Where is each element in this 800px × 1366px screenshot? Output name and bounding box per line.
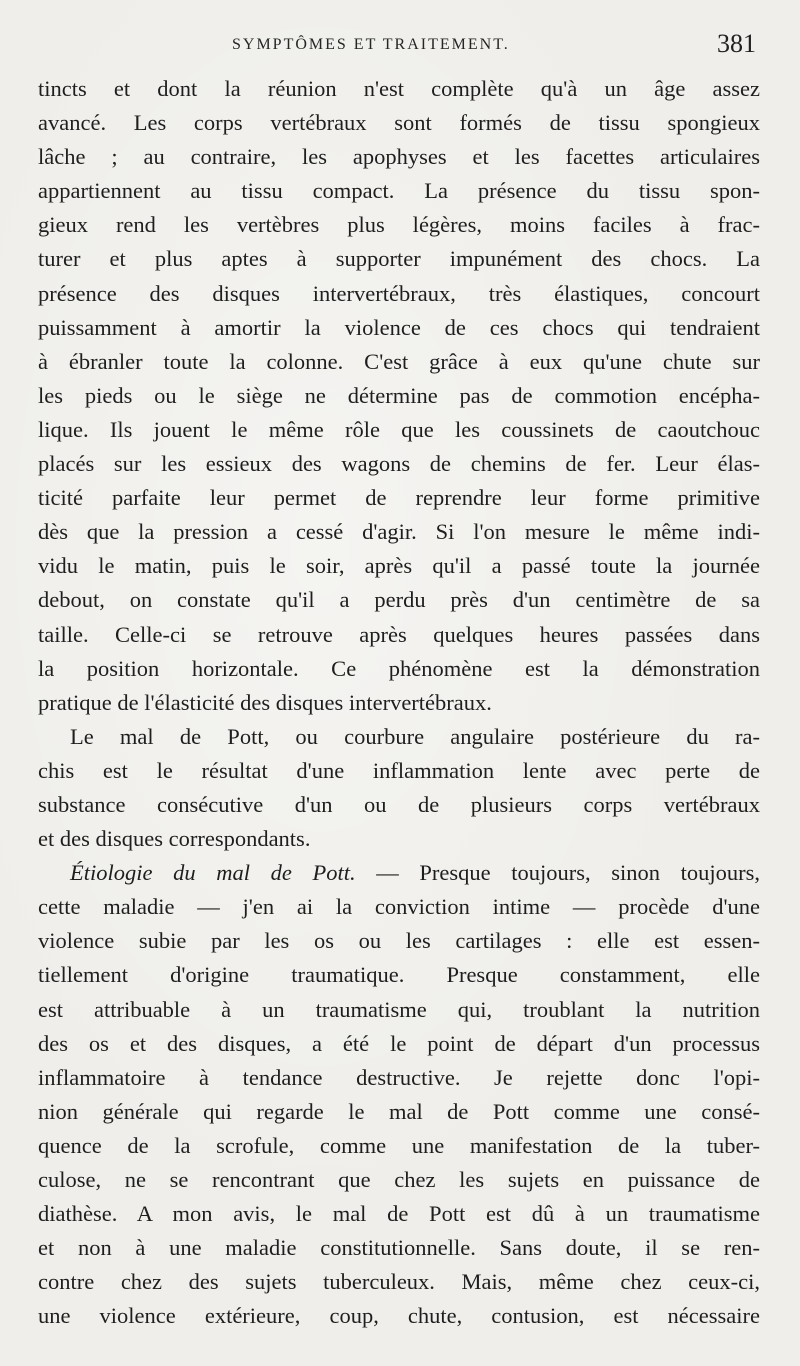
text-line: cette maladie — j'en ai la conviction intime — procède d'une — [38, 894, 760, 920]
text-line: gieux rend les vertèbres plus légères, moins faciles à frac- — [38, 212, 760, 238]
text-line: tincts et dont la réunion n'est complète qu'à un âge assez — [38, 76, 760, 101]
section-lead: Étiologie du mal de Pott. — [70, 860, 356, 886]
text-line: et non à une maladie constitutionnelle. Sans doute, il se ren- — [38, 1235, 760, 1261]
page-number: 381 — [717, 29, 756, 58]
text-fragment: — Presque toujours, sinon toujours, — [355, 860, 760, 886]
text-line: ticité parfaite leur permet de reprendre leur forme primitive — [38, 485, 760, 511]
text-line: debout, on constate qu'il a perdu près d'un centimètre de sa — [38, 587, 760, 613]
text-line: chis est le résultat d'une inflammation lente avec perte de — [38, 757, 760, 783]
text-line: puissamment à amortir la violence de ces chocs qui tendraient — [38, 314, 760, 340]
text-line: tiellement d'origine traumatique. Presque constamment, elle — [38, 962, 760, 988]
text-line: placés sur les essieux des wagons de chemins de fer. Leur élas- — [38, 451, 760, 477]
text-line: lique. Ils jouent le même rôle que les coussinets de caoutchouc — [38, 416, 760, 442]
text-line: nion générale qui regarde le mal de Pott comme une consé- — [38, 1098, 760, 1124]
text-line: les pieds ou le siège ne détermine pas de commotion encéphа- — [38, 382, 760, 408]
text-line: appartiennent au tissu compact. La présence du tissu spon- — [38, 178, 760, 204]
text-line: à ébranler toute la colonne. C'est grâce à eux qu'une chute sur — [38, 348, 760, 374]
text-line: inflammatoire à tendance destructive. Je rejette donc l'opi- — [38, 1064, 760, 1090]
text-line: diathèse. A mon avis, le mal de Pott est dû à un traumatisme — [38, 1201, 760, 1227]
text-line: présence des disques intervertébraux, très élastiques, concourt — [38, 280, 760, 306]
text-line: quence de la scrofule, comme une manifestation de la tuber- — [38, 1132, 760, 1158]
text-line: vidu le matin, puis le soir, après qu'il a passé toute la journée — [38, 553, 760, 579]
text-line: turer et plus aptes à supporter impunément des chocs. La — [38, 246, 760, 272]
text-line: violence subie par les os ou les cartilages : elle est essen- — [38, 928, 760, 954]
text-line: lâche ; au contraire, les apophyses et les facettes articulaires — [38, 144, 760, 170]
body-text — [38, 72, 760, 1333]
text-line: et des disques correspondants. — [38, 826, 311, 852]
text-line: dès que la pression a cessé d'agir. Si l'on mesure le même indi- — [38, 519, 760, 545]
text-line: culose, ne se rencontrant que chez les sujets en puissance de — [38, 1167, 760, 1192]
text-line — [38, 856, 760, 890]
text-line: une violence extérieure, coup, chute, contusion, est nécessaire — [38, 1303, 760, 1329]
text-line: contre chez des sujets tuberculeux. Mais, même chez ceux-ci, — [38, 1269, 760, 1295]
page-header — [0, 30, 800, 64]
text-line: la position horizontale. Ce phénomène est la démonstration — [38, 655, 760, 681]
text-line: pratique de l'élasticité des disques intervertébraux. — [38, 689, 492, 715]
text-line: taille. Celle-ci se retrouve après quelques heures passées dans — [38, 621, 760, 647]
text-line: Le mal de Pott, ou courbure angulaire postérieure du ra- — [70, 723, 760, 749]
text-line: avancé. Les corps vertébraux sont formés de tissu spongieux — [38, 110, 760, 136]
text-line: est attribuable à un traumatisme qui, troublant la nutrition — [38, 996, 760, 1022]
text-line: des os et des disques, a été le point de départ d'un processus — [38, 1030, 760, 1056]
running-title: SYMPTÔMES ET TRAITEMENT. — [232, 36, 510, 53]
text-line: substance consécutive d'un ou de plusieurs corps vertébraux — [38, 791, 760, 817]
